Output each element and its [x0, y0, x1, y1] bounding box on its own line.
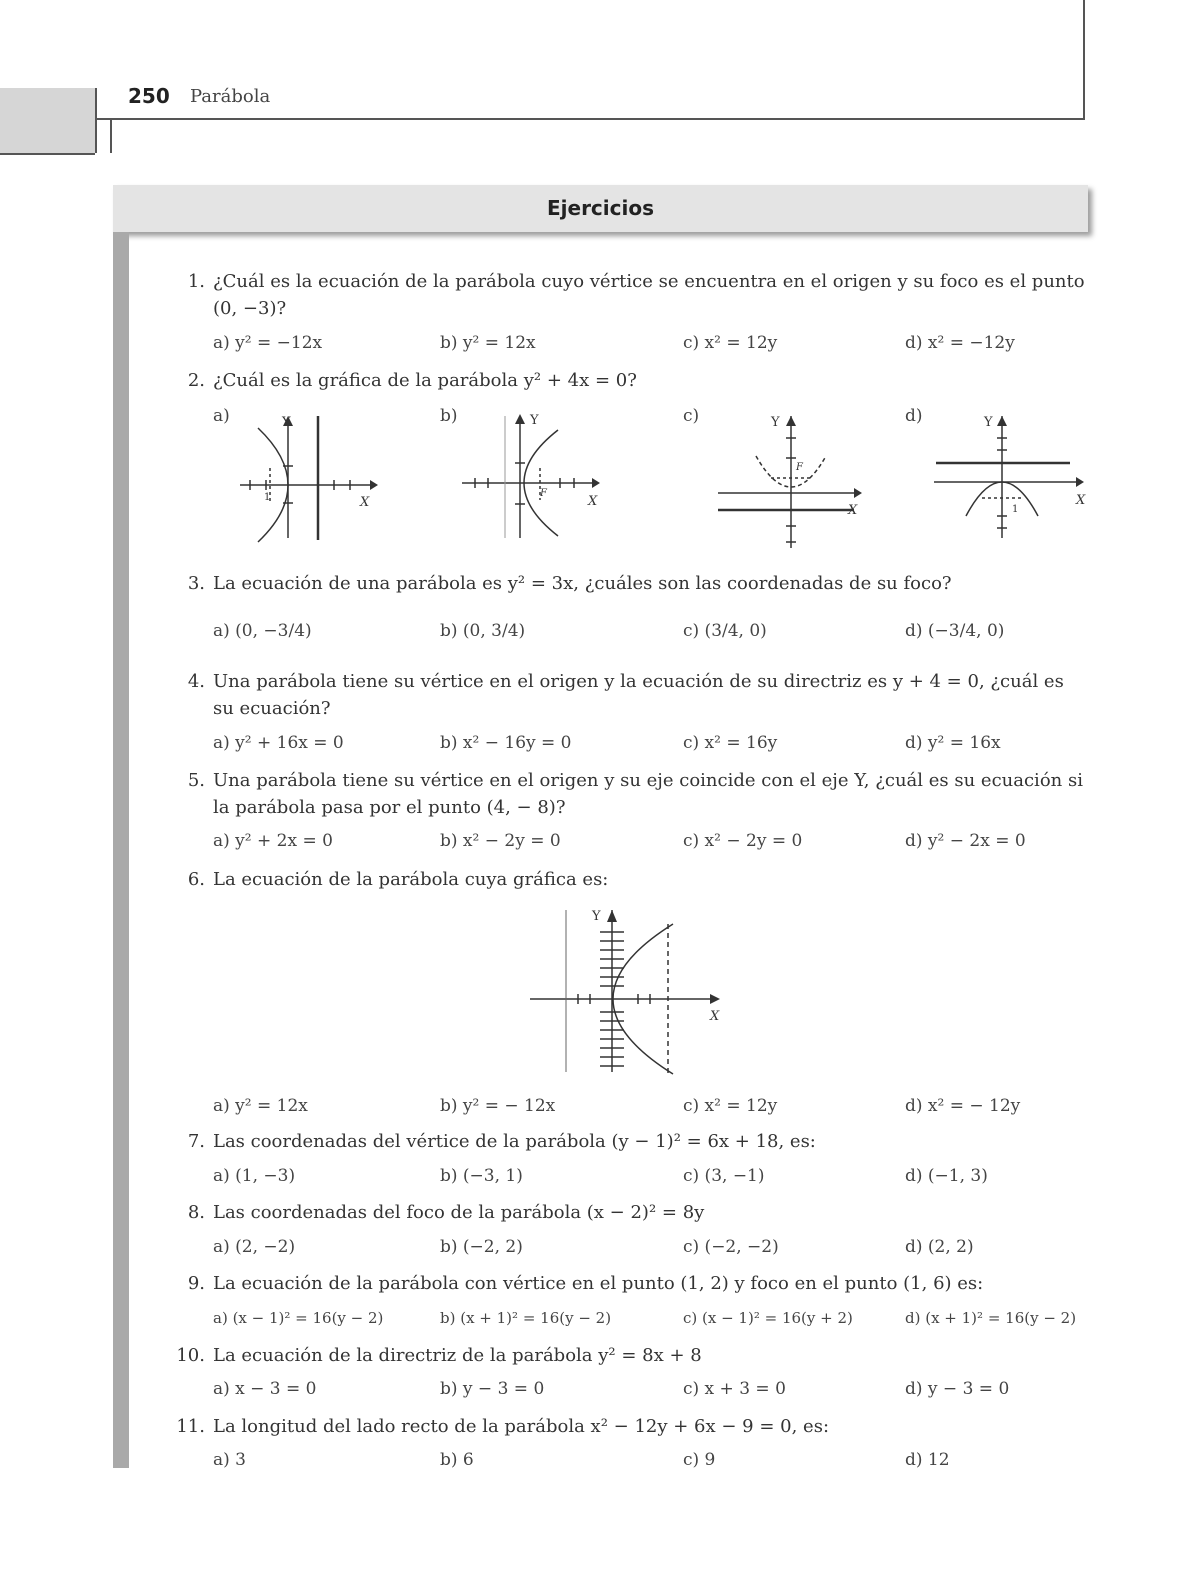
option-d: d) x² = − 12y [905, 1096, 1021, 1116]
option-b: b) (x + 1)² = 16(y − 2) [440, 1309, 612, 1327]
option-c: c) x² = 12y [683, 333, 778, 353]
y-axis-label: Y [984, 415, 993, 430]
option-c: c) (3/4, 0) [683, 621, 767, 641]
x-axis-label: X [588, 494, 598, 509]
tick-label: 1 [264, 492, 271, 503]
tick-label: 1 [1012, 504, 1019, 515]
x-axis-label: X [360, 495, 370, 510]
option-c: c) x² = 12y [683, 1096, 778, 1116]
option-a: a) x − 3 = 0 [213, 1379, 317, 1399]
question-number: 5. [187, 770, 205, 791]
option-a: a) y² + 16x = 0 [213, 733, 344, 753]
x-axis-label: X [1076, 493, 1086, 508]
page-number: 250 [128, 84, 170, 108]
option-b: b) (−2, 2) [440, 1237, 523, 1257]
option-d: d) [905, 406, 923, 426]
option-c: c) x + 3 = 0 [683, 1379, 786, 1399]
graph-a [230, 408, 380, 543]
question-number: 2. [187, 370, 205, 391]
option-b: b) y² = 12x [440, 333, 536, 353]
header-divider [110, 118, 112, 153]
question-number: 8. [187, 1202, 205, 1223]
option-d: d) y − 3 = 0 [905, 1379, 1010, 1399]
question-text: La longitud del lado recto de la parábola x² − 12y + 6x − 9 = 0, es: [213, 1416, 830, 1437]
option-c: c) 9 [683, 1450, 716, 1470]
option-c: c) (x − 1)² = 16(y + 2) [683, 1309, 853, 1327]
option-b: b) (0, 3/4) [440, 621, 526, 641]
option-d: d) (−1, 3) [905, 1166, 988, 1186]
option-c: c) x² − 2y = 0 [683, 831, 803, 851]
option-b: b) 6 [440, 1450, 474, 1470]
question-text: Las coordenadas del vértice de la parábola (y − 1)² = 6x + 18, es: [213, 1131, 816, 1152]
option-c: c) (3, −1) [683, 1166, 765, 1186]
question-text: La ecuación de la parábola cuya gráfica es: [213, 869, 609, 890]
question-text: ¿Cuál es la gráfica de la parábola y² + 4x = 0? [213, 370, 637, 391]
question-number: 9. [187, 1273, 205, 1294]
option-b: b) [440, 406, 458, 426]
x-axis-label: X [710, 1009, 720, 1024]
option-d: d) (2, 2) [905, 1237, 974, 1257]
option-c: c) (−2, −2) [683, 1237, 779, 1257]
header-gray-block [0, 88, 95, 155]
graph-b [460, 408, 610, 543]
option-d: d) (−3/4, 0) [905, 621, 1005, 641]
option-c: c) x² = 16y [683, 733, 778, 753]
header-rule [95, 118, 1085, 120]
option-c: c) [683, 406, 700, 426]
option-a: a) y² = 12x [213, 1096, 308, 1116]
focus-label: F [540, 488, 547, 499]
y-axis-label: Y [592, 909, 601, 924]
question-number: 3. [187, 573, 205, 594]
option-b: b) x² − 16y = 0 [440, 733, 572, 753]
option-d: d) x² = −12y [905, 333, 1015, 353]
option-a: a) y² + 2x = 0 [213, 831, 333, 851]
header-rule-right [1083, 0, 1085, 120]
question-text: Las coordenadas del foco de la parábola (x − 2)² = 8y [213, 1202, 705, 1223]
option-a: a) (1, −3) [213, 1166, 296, 1186]
question-text: Una parábola tiene su vértice en el origen y la ecuación de su directriz es y + 4 = 0, ¿cuál es su ecuación? [213, 671, 1064, 719]
y-axis-label: Y [530, 413, 539, 428]
option-b: b) y² = − 12x [440, 1096, 556, 1116]
option-d: d) 12 [905, 1450, 950, 1470]
option-a: a) (2, −2) [213, 1237, 296, 1257]
question-text: La ecuación de una parábola es y² = 3x, ¿cuáles son las coordenadas de su foco? [213, 573, 952, 594]
option-a: a) (0, −3/4) [213, 621, 312, 641]
section-banner: Ejercicios [113, 185, 1088, 232]
question-text: ¿Cuál es la ecuación de la parábola cuyo vértice se encuentra en el origen y su foco es el punto (0, −3)? [213, 271, 1085, 319]
x-axis-label: X [848, 503, 858, 518]
option-a: a) [213, 406, 230, 426]
option-a: a) 3 [213, 1450, 246, 1470]
option-b: b) x² − 2y = 0 [440, 831, 561, 851]
focus-label: F [796, 462, 803, 473]
option-b: b) y − 3 = 0 [440, 1379, 545, 1399]
graph-question-6 [528, 902, 728, 1077]
question-number: 10. [176, 1345, 205, 1366]
question-number: 7. [187, 1131, 205, 1152]
question-number: 11. [176, 1416, 205, 1437]
option-a: a) y² = −12x [213, 333, 323, 353]
y-axis-label: Y [771, 415, 780, 430]
graph-d [932, 408, 1092, 543]
option-b: b) (−3, 1) [440, 1166, 523, 1186]
y-axis-label: Y [282, 415, 291, 430]
option-d: d) (x + 1)² = 16(y − 2) [905, 1309, 1077, 1327]
question-text: La ecuación de la parábola con vértice en el punto (1, 2) y foco en el punto (1, 6) es: [213, 1273, 984, 1294]
option-d: d) y² − 2x = 0 [905, 831, 1026, 851]
option-d: d) y² = 16x [905, 733, 1001, 753]
question-text: Una parábola tiene su vértice en el origen y su eje coincide con el eje Y, ¿cuál es su ecuación si la parábola pasa por el punto (4, − 8)? [213, 770, 1083, 818]
question-number: 1. [187, 271, 205, 292]
left-sidebar-bar [113, 232, 129, 1468]
header-divider [95, 88, 97, 153]
question-text: La ecuación de la directriz de la parábola y² = 8x + 8 [213, 1345, 702, 1366]
question-number: 4. [187, 671, 205, 692]
question-number: 6. [187, 869, 205, 890]
graph-c [716, 408, 866, 553]
option-a: a) (x − 1)² = 16(y − 2) [213, 1309, 384, 1327]
chapter-title: Parábola [190, 86, 271, 107]
